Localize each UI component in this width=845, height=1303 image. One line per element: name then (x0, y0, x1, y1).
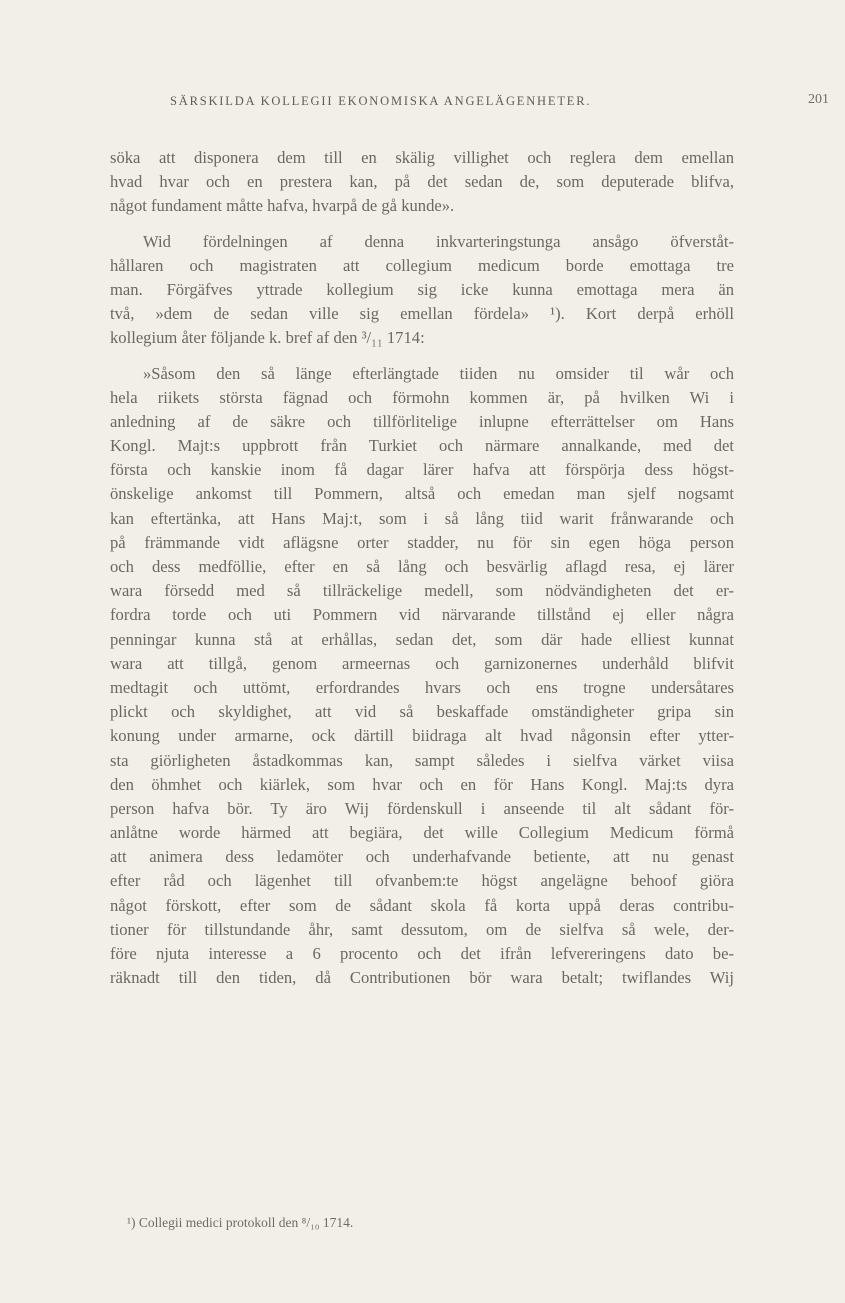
text-line: penningar kunna stå at erhållas, sedan det, som där hade elliest kunnat (110, 629, 734, 649)
text-line: anledning af de säkre och tillförlitelige inlupne efterrättelser om Hans (110, 411, 734, 431)
text-line: kan eftertänka, att Hans Maj:t, som i så lång tiid warit frånwarande och (110, 508, 734, 528)
text-line: hela riikets största fägnad och förmohn kommen är, på hvilken Wi i (110, 387, 734, 407)
text-line: anlåtne worde härmed att begiära, det wille Collegium Medicum förmå (110, 823, 734, 843)
text-line: söka att disponera dem till en skälig villighet och reglera dem emellan (110, 148, 734, 167)
text-line: fordra torde och uti Pommern vid närvarande tillstånd ej eller några (110, 605, 734, 625)
text-line: kollegium åter följande k. bref af den ³/₁₁ 1714: (110, 328, 425, 348)
text-line: Kongl. Majt:s uppbrott från Turkiet och närmare annalkande, med det (110, 436, 734, 456)
text-line: efter råd och lägenhet till ofvanbem:te högst angelägne behoof giöra (110, 871, 734, 891)
text-line: medtagit och uttömt, erfordrandes hvars och ens trogne undersåtares (110, 677, 734, 697)
text-line: plickt och skyldighet, att vid så beskaffade omständigheter gripa sin (110, 702, 734, 722)
text-line: sta giörligheten åstadkommas kan, sampt således i sielfva värket viisa (110, 750, 734, 770)
text-line: den öhmhet och kiärlek, som hvar och en för Hans Kongl. Maj:ts dyra (110, 774, 734, 794)
text-line: något fundament måtte hafva, hvarpå de gå kunde». (110, 196, 455, 216)
text-line: konung under armarne, ock därtill biidraga alt hvad någonsin efter ytter- (110, 726, 734, 746)
text-line: hvad hvar och en prestera kan, på det sedan de, som deputerade blifva, (110, 172, 734, 192)
text-line: »Såsom den så länge efterlängtade tiiden nu omsider til wår och (143, 363, 734, 383)
paragraph-royal-letter (110, 362, 734, 991)
page-number: 201 (808, 92, 829, 107)
footnote: ¹) Collegii medici protokoll den ⁸/₁₀ 1714. (127, 1215, 354, 1230)
body-text (110, 146, 734, 990)
text-line: före njuta interesse a 6 procento och det ifrån lefvereringens dato be- (110, 944, 734, 963)
paragraph-continued (110, 146, 734, 219)
text-line: på främmande vidt aflägsne orter stadder, nu för sin egen höga person (110, 532, 734, 552)
text-line: något förskott, efter som de sådant skola få korta uppå deras contribu- (110, 895, 734, 915)
text-line: person hafva bör. Ty äro Wij fördenskull i anseende til alt sådant för- (110, 798, 734, 818)
text-line: man. Förgäfves yttrade kollegium sig icke kunna emottaga mera än (110, 279, 734, 299)
text-line: tioner för tillstundande åhr, samt dessutom, om de sielfva så wele, der- (110, 919, 734, 939)
text-line: första och kanskie inom få dagar lärer hafva att förspörja dess högst- (110, 460, 734, 480)
text-line: önskelige ankomst till Pommern, altså och emedan man sjelf nogsamt (110, 484, 734, 504)
text-line: räknadt till den tiden, då Contributionen bör wara betalt; twiflandes Wij (110, 968, 734, 988)
running-title: SÄRSKILDA KOLLEGII EKONOMISKA ANGELÄGENHETER. (170, 94, 592, 108)
paragraph-fordelningen (110, 230, 734, 351)
text-line: wara att tillgå, genom armeernas och garnizonernes underhåld blifvit (110, 653, 734, 673)
text-line: två, »dem de sedan ville sig emellan fördela» ¹). Kort derpå erhöll (110, 304, 734, 324)
text-line: wara försedd med så tillräckelige medell, som nödvändigheten det er- (110, 581, 734, 601)
running-head (0, 94, 845, 114)
text-line: och dess medföllie, efter en så lång och besvärlig aflagd resa, ej lärer (110, 557, 734, 576)
text-line: Wid fördelningen af denna inkvarteringstunga ansågo öfverståt- (143, 231, 734, 251)
text-line: hållaren och magistraten att collegium medicum borde emottaga tre (110, 255, 734, 275)
text-line: att animera dess ledamöter och underhafvande betiente, att nu genast (110, 847, 734, 867)
